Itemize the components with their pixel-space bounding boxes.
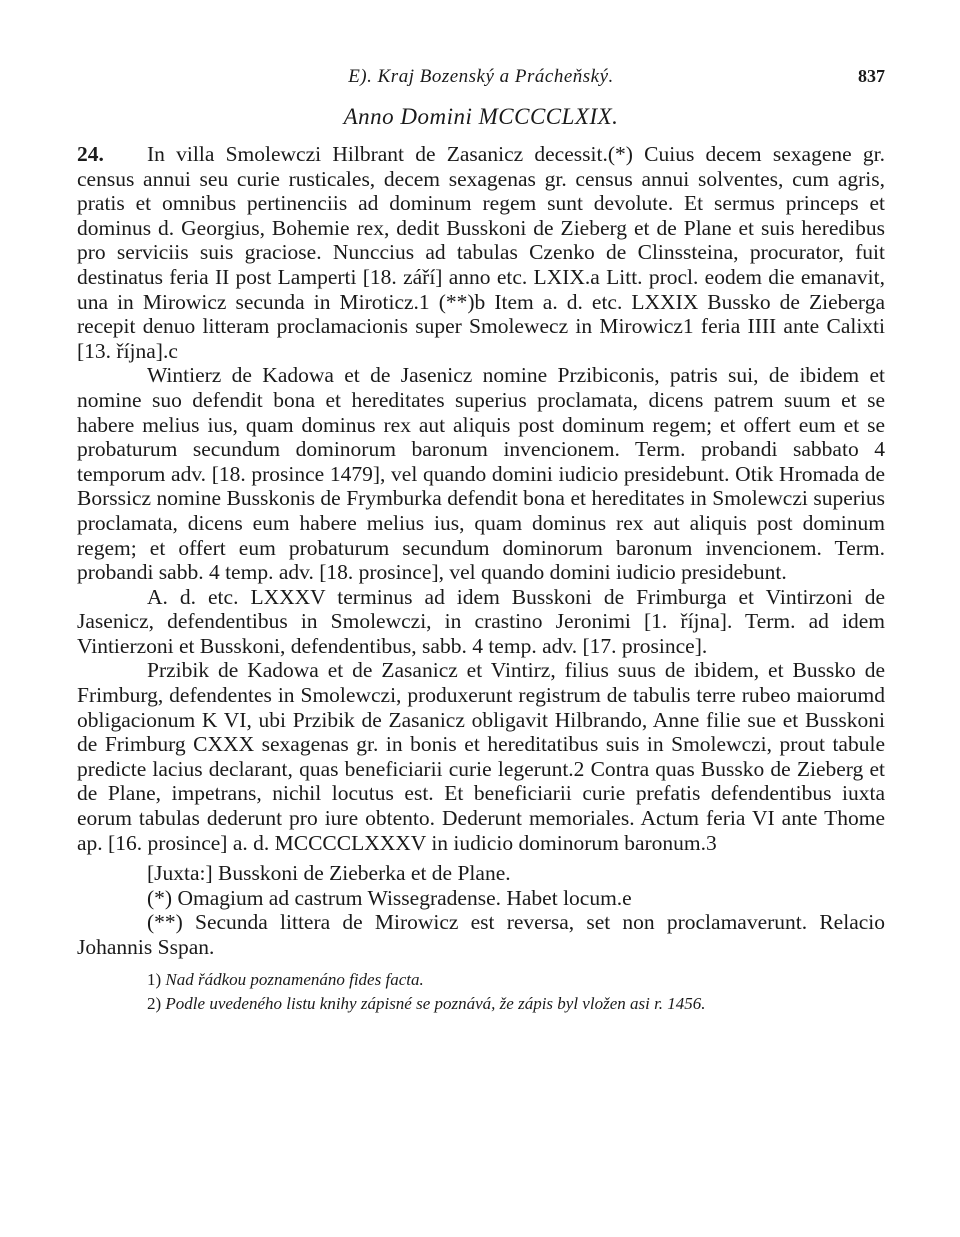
footnotes — [77, 968, 885, 1016]
footnote-2-text: Podle uvedeného listu knihy zápisné se poznává, že zápis byl vložen asi r. 1456. — [165, 993, 706, 1013]
footnote-1 — [77, 968, 885, 992]
entry-number: 24. — [77, 142, 104, 166]
page-number: 837 — [858, 66, 885, 86]
entry-paragraph-1-text: In villa Smolewczi Hilbrant de Zasanicz decessit.(*) Cuius decem sexagene gr. census annui seu curie rusticales, decem sexagenas gr. census annui solventes, cum agris, pratis et omnibus pertinenciis ad dominum regem sunt devolute. Et sermus princeps et dominus d. Georgius, Bohemie rex, dedit Busskoni de Zieberg et de Plane et suis heredibus pro serviciis suis graciose. Nunccius ad tabulas Czenko de Clinssteina, procurator, fuit destinatus feria II post Lamperti [18. září] anno etc. LXIX.a Litt. procl. eodem die emanavit, una in Mirowicz secunda in Miroticz.1 (**)b Item a. d. etc. LXXIX Bussko de Zieberga recepit denuo litteram proclamacionis super Smolewecz in Mirowicz1 feria IIII ante Calixti [13. října].c — [77, 142, 885, 363]
running-title: E). Kraj Bozenský a Prácheňský. — [348, 66, 614, 87]
juxta-note: [Juxta:] Busskoni de Zieberka et de Plane. — [147, 861, 511, 886]
footnote-2-marker: 2) — [147, 993, 162, 1013]
marginal-notes — [77, 861, 885, 959]
entry-body — [77, 142, 885, 855]
page-header — [77, 66, 885, 88]
entry-paragraph-3: A. d. etc. LXXXV terminus ad idem Busskoni de Frimburga et Vintirzoni de Jasenicz, defendentibus in Smolewczi, in crastino Jeronimi [1. října]. Term. ad idem Vintierzoni et Busskoni, defendentibus, sabb. 4 temp. adv. [17. prosince]. — [77, 584, 885, 658]
footnote-1-marker: 1) — [147, 969, 162, 989]
entry-paragraph-4: Przibik de Kadowa et de Zasanicz et Vintirz, filius suus de ibidem, et Bussko de Frimburg, defendentes in Smolewczi, produxerunt registrum de tabulis terre rubeo maiorumd obligacionum K VI, ubi Przibik de Zasanicz obligavit Hilbrando, Anne filie sue et Busskoni de Frimburg CXXX sexagenas gr. in bonis et hereditatibus suis in Smolewczi, prout tabule predicte lacius declarant, quas beneficiarii curie legerunt.2 Contra quas Bussko de Zieberg et de Plane, impetrans, nichil locutus est. Et beneficiarii curie prefatis defendentibus iuxta eorum tabulas dederunt pro iure obtento. Dederunt memoriales. Actum feria VI ante Thome ap. [16. prosince] a. d. MCCCCLXXXV in iudicio dominorum baronum.3 — [77, 658, 885, 855]
footnote-2 — [77, 992, 885, 1016]
year-heading: Anno Domini MCCCCLXIX. — [343, 104, 619, 129]
asterisk-note-2: (**) Secunda littera de Mirowicz est reversa, set non proclamaverunt. Relacio Johannis Sspan. — [77, 910, 885, 959]
entry-paragraph-2: Wintierz de Kadowa et de Jasenicz nomine Przibiconis, patris sui, de ibidem et nomine suo defendit bona et hereditates superius proclamata, dicens patrem suum et se habere melius ius, quam dominus rex aut aliquis post dominum regem; et offert eum et se probaturum secundum dominorum baronum invencionem. Term. probandi sabbato 4 temporum adv. [18. prosince 1479], vel quando domini iudicio presidebunt. Otik Hromada de Borssicz nomine Busskonis de Frymburka defendit bona et hereditates in Smolewczi superius proclamata, dicens eum habere melius ius, quam dominus rex aut aliquis post dominum regem; et offert eum probaturum secundum dominorum baronum invencionem. Term. probandi sabb. 4 temp. adv. [18. prosince], vel quando domini iudicio presidebunt. — [77, 363, 885, 585]
asterisk-note-1: (*) Omagium ad castrum Wissegradense. Habet locum.e — [147, 885, 632, 910]
document-page — [77, 66, 885, 1016]
entry-paragraph-1 — [77, 142, 885, 363]
footnote-1-text: Nad řádkou poznamenáno fides facta. — [165, 969, 424, 989]
